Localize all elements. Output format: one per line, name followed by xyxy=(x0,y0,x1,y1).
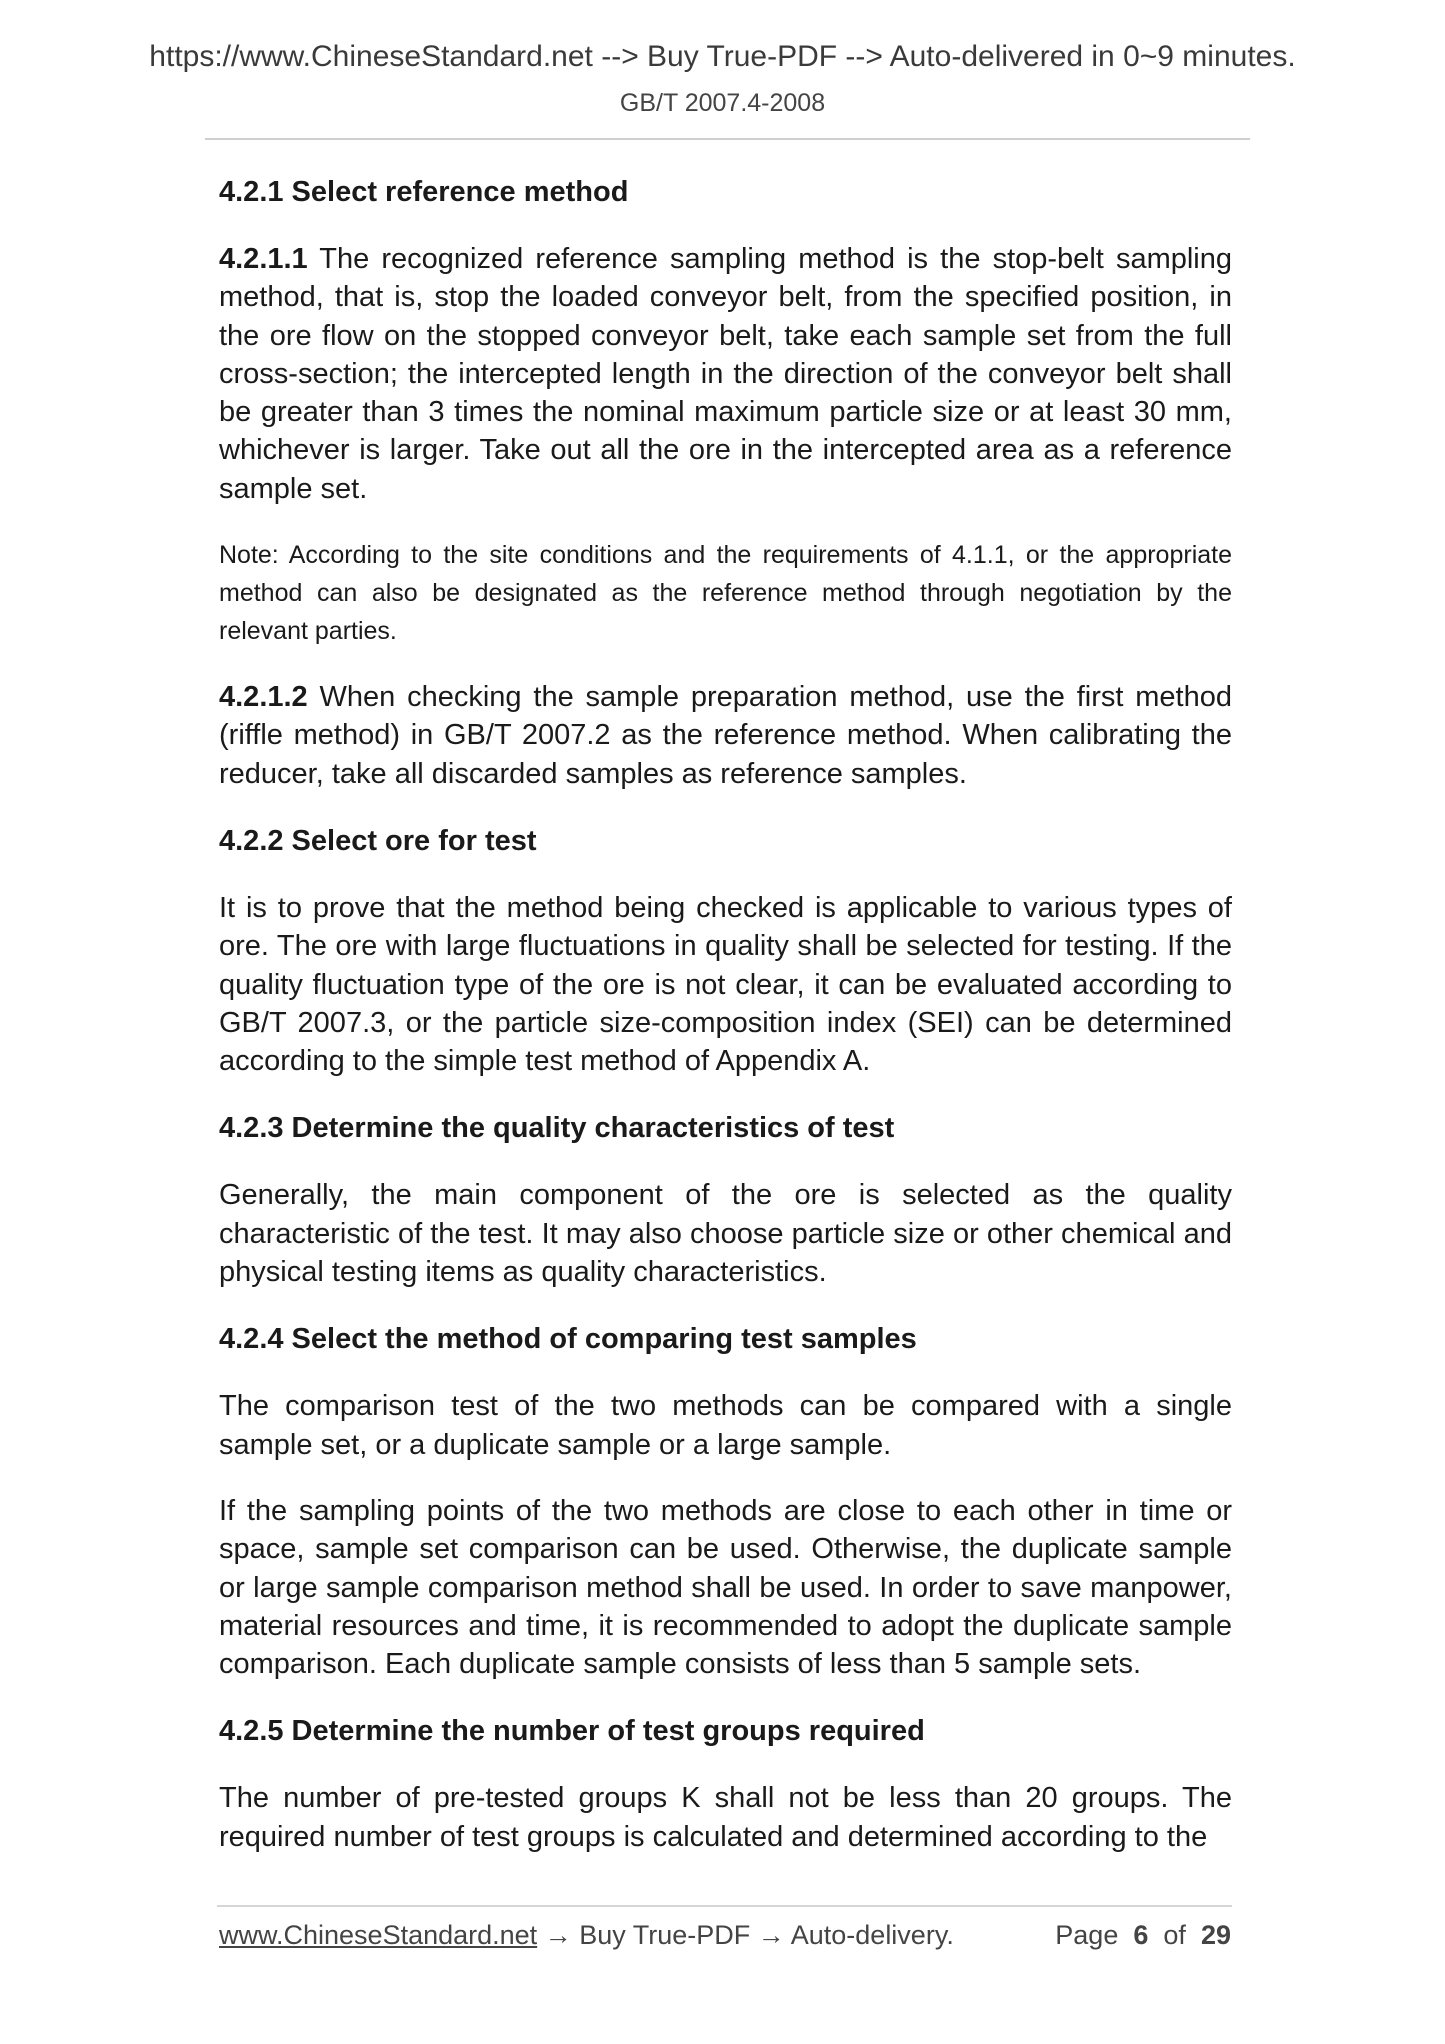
page-word: Page xyxy=(1055,1920,1119,1950)
clause-text: When checking the sample preparation method, use the first method (riffle method) in GB/T 2007.2 as the reference method. When calibrating the reducer, take all discarded samples as reference samples. xyxy=(219,681,1232,790)
paragraph-4-2-1-2 xyxy=(219,678,1232,793)
heading-4-2-4: 4.2.4 Select the method of comparing test samples xyxy=(219,1323,917,1356)
clause-text: The recognized reference sampling method is the stop-belt sampling method, that is, stop the loaded conveyor belt, from the specified position, in the ore flow on the stopped conveyor belt, take each sample set from the full cross-section; the intercepted length in the direction of the conveyor belt shall be greater than 3 times the nominal maximum particle size or at least 30 mm, whichever is larger. Take out all the ore in the intercepted area as a reference sample set. xyxy=(219,243,1232,505)
clause-number: 4.2.1.1 xyxy=(219,243,308,275)
page-total: 29 xyxy=(1200,1920,1231,1950)
footer-divider xyxy=(217,1905,1232,1907)
standard-code: GB/T 2007.4-2008 xyxy=(619,89,826,117)
page-number: 6 xyxy=(1133,1920,1149,1950)
heading-4-2-1: 4.2.1 Select reference method xyxy=(219,176,629,208)
site-suffix: → Buy True-PDF → Auto-delivery. xyxy=(537,1920,954,1950)
paragraph-4-2-5: The number of pre-tested groups K shall not be less than 20 groups. The required number of test groups is calculated and determined according to the xyxy=(219,1782,1232,1853)
heading-4-2-2: 4.2.2 Select ore for test xyxy=(219,824,537,857)
top-banner: https://www.ChineseStandard.net --> Buy True-PDF --> Auto-delivered in 0~9 minutes. xyxy=(149,40,1296,73)
header-divider xyxy=(205,138,1250,140)
heading-4-2-5: 4.2.5 Determine the number of test groups required xyxy=(219,1715,925,1748)
paragraph-4-2-2: It is to prove that the method being checked is applicable to various types of ore. The ore with large fluctuations in quality shall be selected for testing. If the quality fluctuation type of the ore is not clear, it can be evaluated according to GB/T 2007.3, or the particle size-composition index (SEI) can be determined according to the simple test method of Appendix A. xyxy=(219,891,1232,1078)
clause-number: 4.2.1.2 xyxy=(219,681,308,714)
of-word: of xyxy=(1163,1920,1186,1950)
paragraph-4-2-4-b: If the sampling points of the two methods are close to each other in time or space, sample set comparison can be used. Otherwise, the duplicate sample or large sample comparison method shall be used. In order to save manpower, material resources and time, it is recommended to adopt the duplicate sample comparison. Each duplicate sample consists of less than 5 sample sets. xyxy=(219,1494,1232,1681)
footer-site xyxy=(219,1920,954,1951)
heading-4-2-3: 4.2.3 Determine the quality characteristics of test xyxy=(219,1112,895,1145)
note-paragraph: Note: According to the site conditions and the requirements of 4.1.1, or the appropriate method can also be designated as the reference method through negotiation by the relevant parties. xyxy=(219,541,1232,646)
paragraph-4-2-3: Generally, the main component of the ore is selected as the quality characteristic of the test. It may also choose particle size or other chemical and physical testing items as quality characteristics. xyxy=(219,1179,1232,1289)
paragraph-4-2-1-1 xyxy=(219,240,1232,508)
document-body xyxy=(219,172,1232,1884)
page-indicator xyxy=(1055,1920,1231,1951)
site-link[interactable]: www.ChineseStandard.net xyxy=(219,1920,538,1950)
paragraph-4-2-4-a: The comparison test of the two methods can be compared with a single sample set, or a duplicate sample or a large sample. xyxy=(219,1390,1232,1461)
